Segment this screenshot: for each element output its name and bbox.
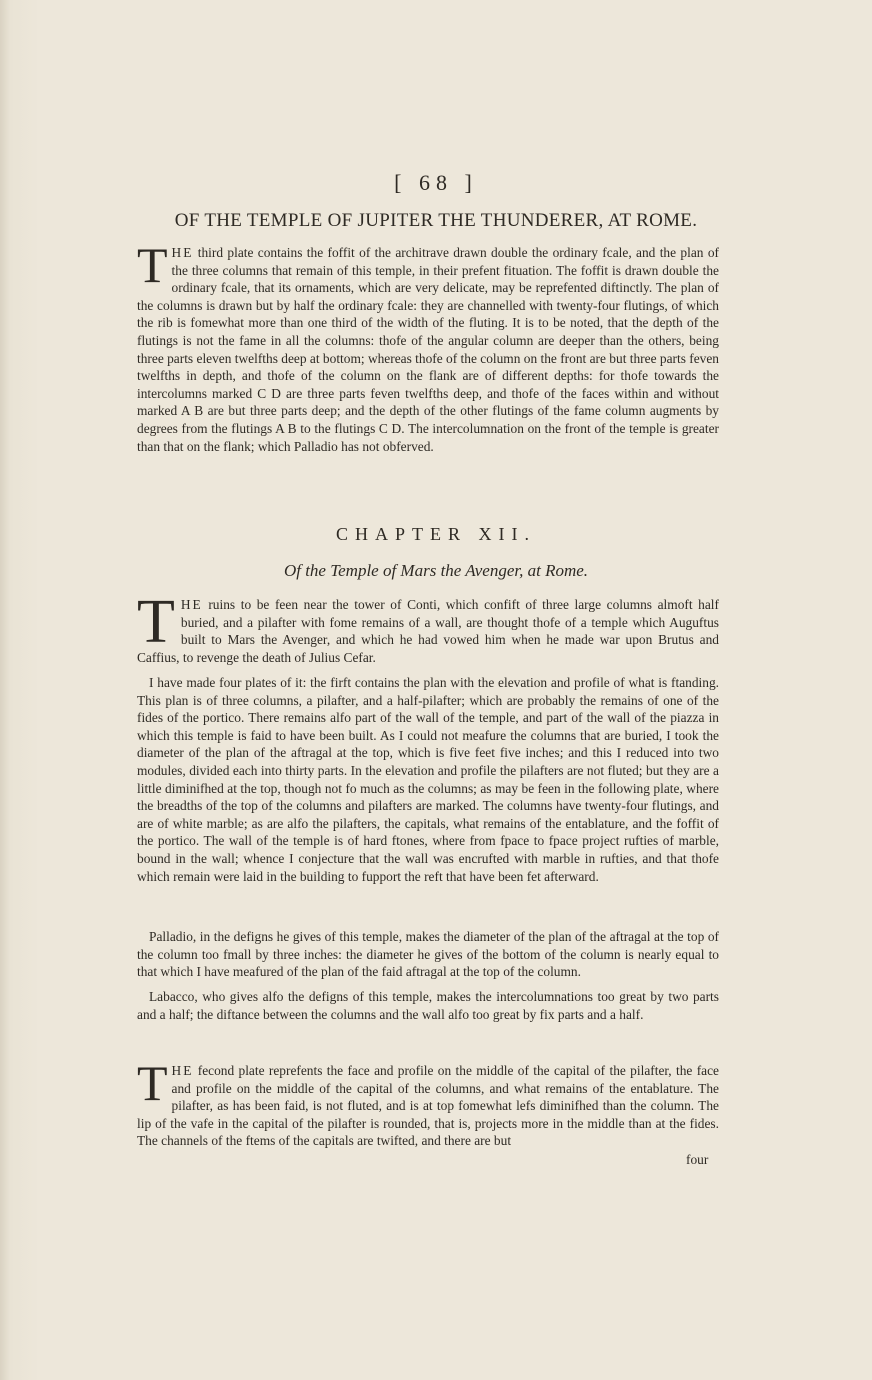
chapter-opening-paragraph: [137, 588, 719, 666]
page-number: [ 68 ]: [394, 170, 478, 195]
body-paragraph: I have made four plates of it: the firft contains the plan with the elevation and profile of what is ftanding. This plan is of three columns, a pilafter, and a half-pilafter; which are probably the remains of one of the fides of the portico. There remains alfo part of the wall of the temple, and part of the wall of the piazza in which this temple is faid to have been built. As I could not meafure the columns that are buried, I took the diameter of the plan of the aftragal at the top, which is five feet five inches; and this I reduced into two modules, divided each into thirty parts. In the elevation and profile the pilafters are not fluted; but they are a little diminifhed at the top, though not fo much as the columns; as may be feen in the following plate, where the breadths of the top of the columns and pilafters are marked. The columns have twenty-four flutings, and are of white marble; as are alfo the pilafters, the capitals, what remains of the entablature, and the foffit of the portico. The wall of the temple is of hard ftones, where from fpace to fpace project rufties of marble, bound in the wall; whence I conjecture that the wall was encrufted with marble in rufties, and that thofe which remain were laid in the building to fupport the reft that have been fet afterward.: [137, 675, 719, 884]
lead-letters: HE: [171, 1063, 194, 1078]
paragraph-text: fecond plate reprefents the face and profile on the middle of the capital of the pilafter, the face and profile on the middle of the capital of the columns, and what remains of the entablature. The pilafter, as has been faid, is not fluted, and is at top fomewhat lefs diminifhed than the column. The lip of the vafe in the capital of the pilafter is rounded, that is, projects more in the middle than at the fides. The channels of the ftems of the capitals are twifted, and there are but: [137, 1063, 719, 1149]
lead-letters: HE: [180, 597, 203, 612]
body-paragraph: Labacco, who gives alfo the defigns of this temple, makes the intercolumnations too great by two parts and a half; the diftance between the columns and the wall alfo too great by fix parts and a half.: [137, 989, 719, 1022]
chapter-heading: CHAPTER XII.: [336, 524, 536, 544]
catchword: four: [686, 1152, 709, 1167]
chapter-subtitle: Of the Temple of Mars the Avenger, at Rome.: [283, 561, 589, 580]
intro-paragraph: [137, 237, 719, 455]
drop-cap: T: [137, 588, 175, 656]
lead-letters: HE: [171, 245, 194, 260]
drop-cap: T: [137, 237, 168, 293]
section-title: OF THE TEMPLE OF JUPITER THE THUNDERER, AT ROME.: [174, 210, 698, 231]
body-paragraph: Palladio, in the defigns he gives of this temple, makes the diameter of the plan of the aftragal at the top of the column too fmall by three inches: the diameter he gives of the bottom of the column is nearly equal to that which I have meafured of the plan of the faid aftragal at the top of the column.: [137, 929, 719, 980]
second-plate-paragraph: [137, 1055, 719, 1150]
drop-cap: T: [137, 1055, 168, 1111]
paragraph-text: ruins to be feen near the tower of Conti, which confift of three large columns almoft half buried, and a pilafter with fome remains of a wall, are thought thofe of a temple which Auguftus built to Mars the Avenger, and which he had vowed him when he made war upon Brutus and Caffius, to revenge the death of Julius Cefar.: [137, 597, 719, 665]
paragraph-text: third plate contains the foffit of the architrave drawn double the ordinary fcale, and the plan of the three columns that remain of this temple, in their prefent fituation. The foffit is drawn double the ordinary fcale, that its ornaments, which are very delicate, may be reprefented diftinctly. The plan of the columns is drawn but by half the ordinary fcale: they are channelled with twenty-four flutings, of which the rib is fomewhat more than one third of the width of the fluting. It is to be noted, that the depth of the flutings is not the fame in all the columns: thofe of the angular column are deeper than the others, being three parts eleven twelfths deep at bottom; whereas thofe of the column on the front are but three parts feven twelfths in depth, and thofe of the column on the flank are of different depths: for thofe towards the intercolumns marked C D are three parts feven twelfths deep, and thofe of the faces within and without marked A B are but three parts deep; and the depth of the other flutings of the fame column augments by degrees from the flutings A B to the flutings C D. The intercolumnation on the front of the temple is greater than that on the flank; which Palladio has not obferved.: [137, 245, 719, 454]
